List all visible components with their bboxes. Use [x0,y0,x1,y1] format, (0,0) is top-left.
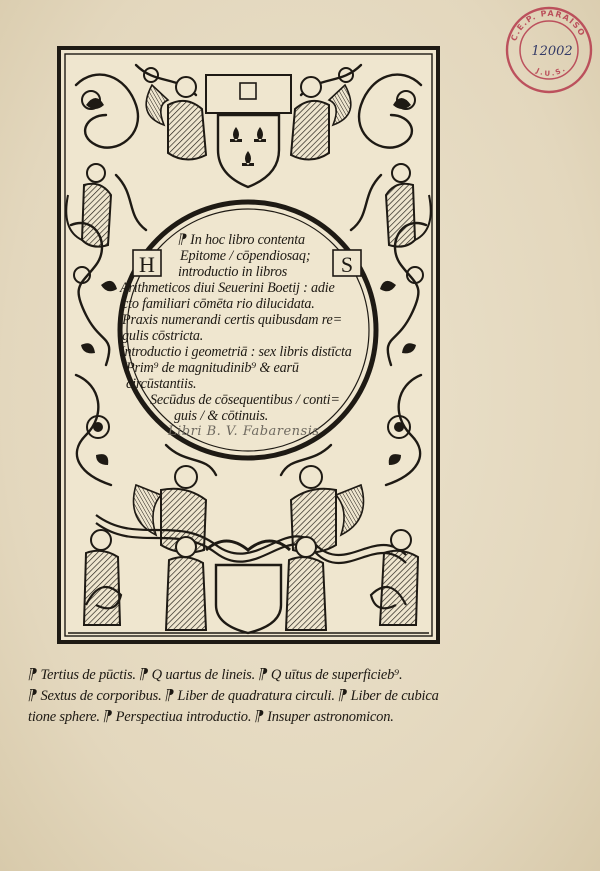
contents-line-2: ⁋ Sextus de corporibus. ⁋ Liber de quadratura circuli. ⁋ Liber de cubica [28,688,439,704]
title-line-3: introductio in libros [178,264,288,280]
stamp-ring-text-bottom: J.U.S. [534,64,569,78]
title-line-5: cto familiari cōmēta rio dilucidata. [122,296,315,312]
contents-line-1: ⁋ Tertius de pūctis. ⁋ Q uartus de lineis. ⁋ Q uītus de superficieb⁹. [28,667,403,683]
title-line-11: Secūdus de cōsequentibus / conti= [150,392,340,408]
handwritten-ownership-note: Libri B. V. Fabarensis [168,424,320,439]
title-line-2: Epitome / cōpendiosaq; [180,248,311,264]
title-text-block [118,232,383,424]
title-line-12: guis / & cōtinuis. [174,408,269,424]
contents-line-3: tione sphere. ⁋ Perspectiua introductio. ⁋ Insuper astronomicon. [28,709,394,725]
title-line-6: Praxis numerandi certis quibusdam re= [122,312,342,328]
stamp-ring-text-top: C.E.P. PARAISO [509,8,587,43]
title-line-9: Prim⁹ de magnitudinib⁹ & earū [126,360,299,376]
title-line-10: circūstantiis. [126,376,197,392]
title-line-4: Arithmeticos diui Seuerini Boetij : adie [120,280,335,296]
initial-s: S [340,252,354,277]
title-line-1: ⁋ In hoc libro contenta [178,232,305,248]
blank-shield [216,565,281,633]
title-line-7: gulis cōstricta. [122,328,204,344]
shelfmark-number: 12002 [531,44,573,59]
title-line-8: Introductio i geometriā : sex libris distīcta [120,344,352,360]
initial-h: H [139,252,155,277]
contents-list [28,665,580,728]
